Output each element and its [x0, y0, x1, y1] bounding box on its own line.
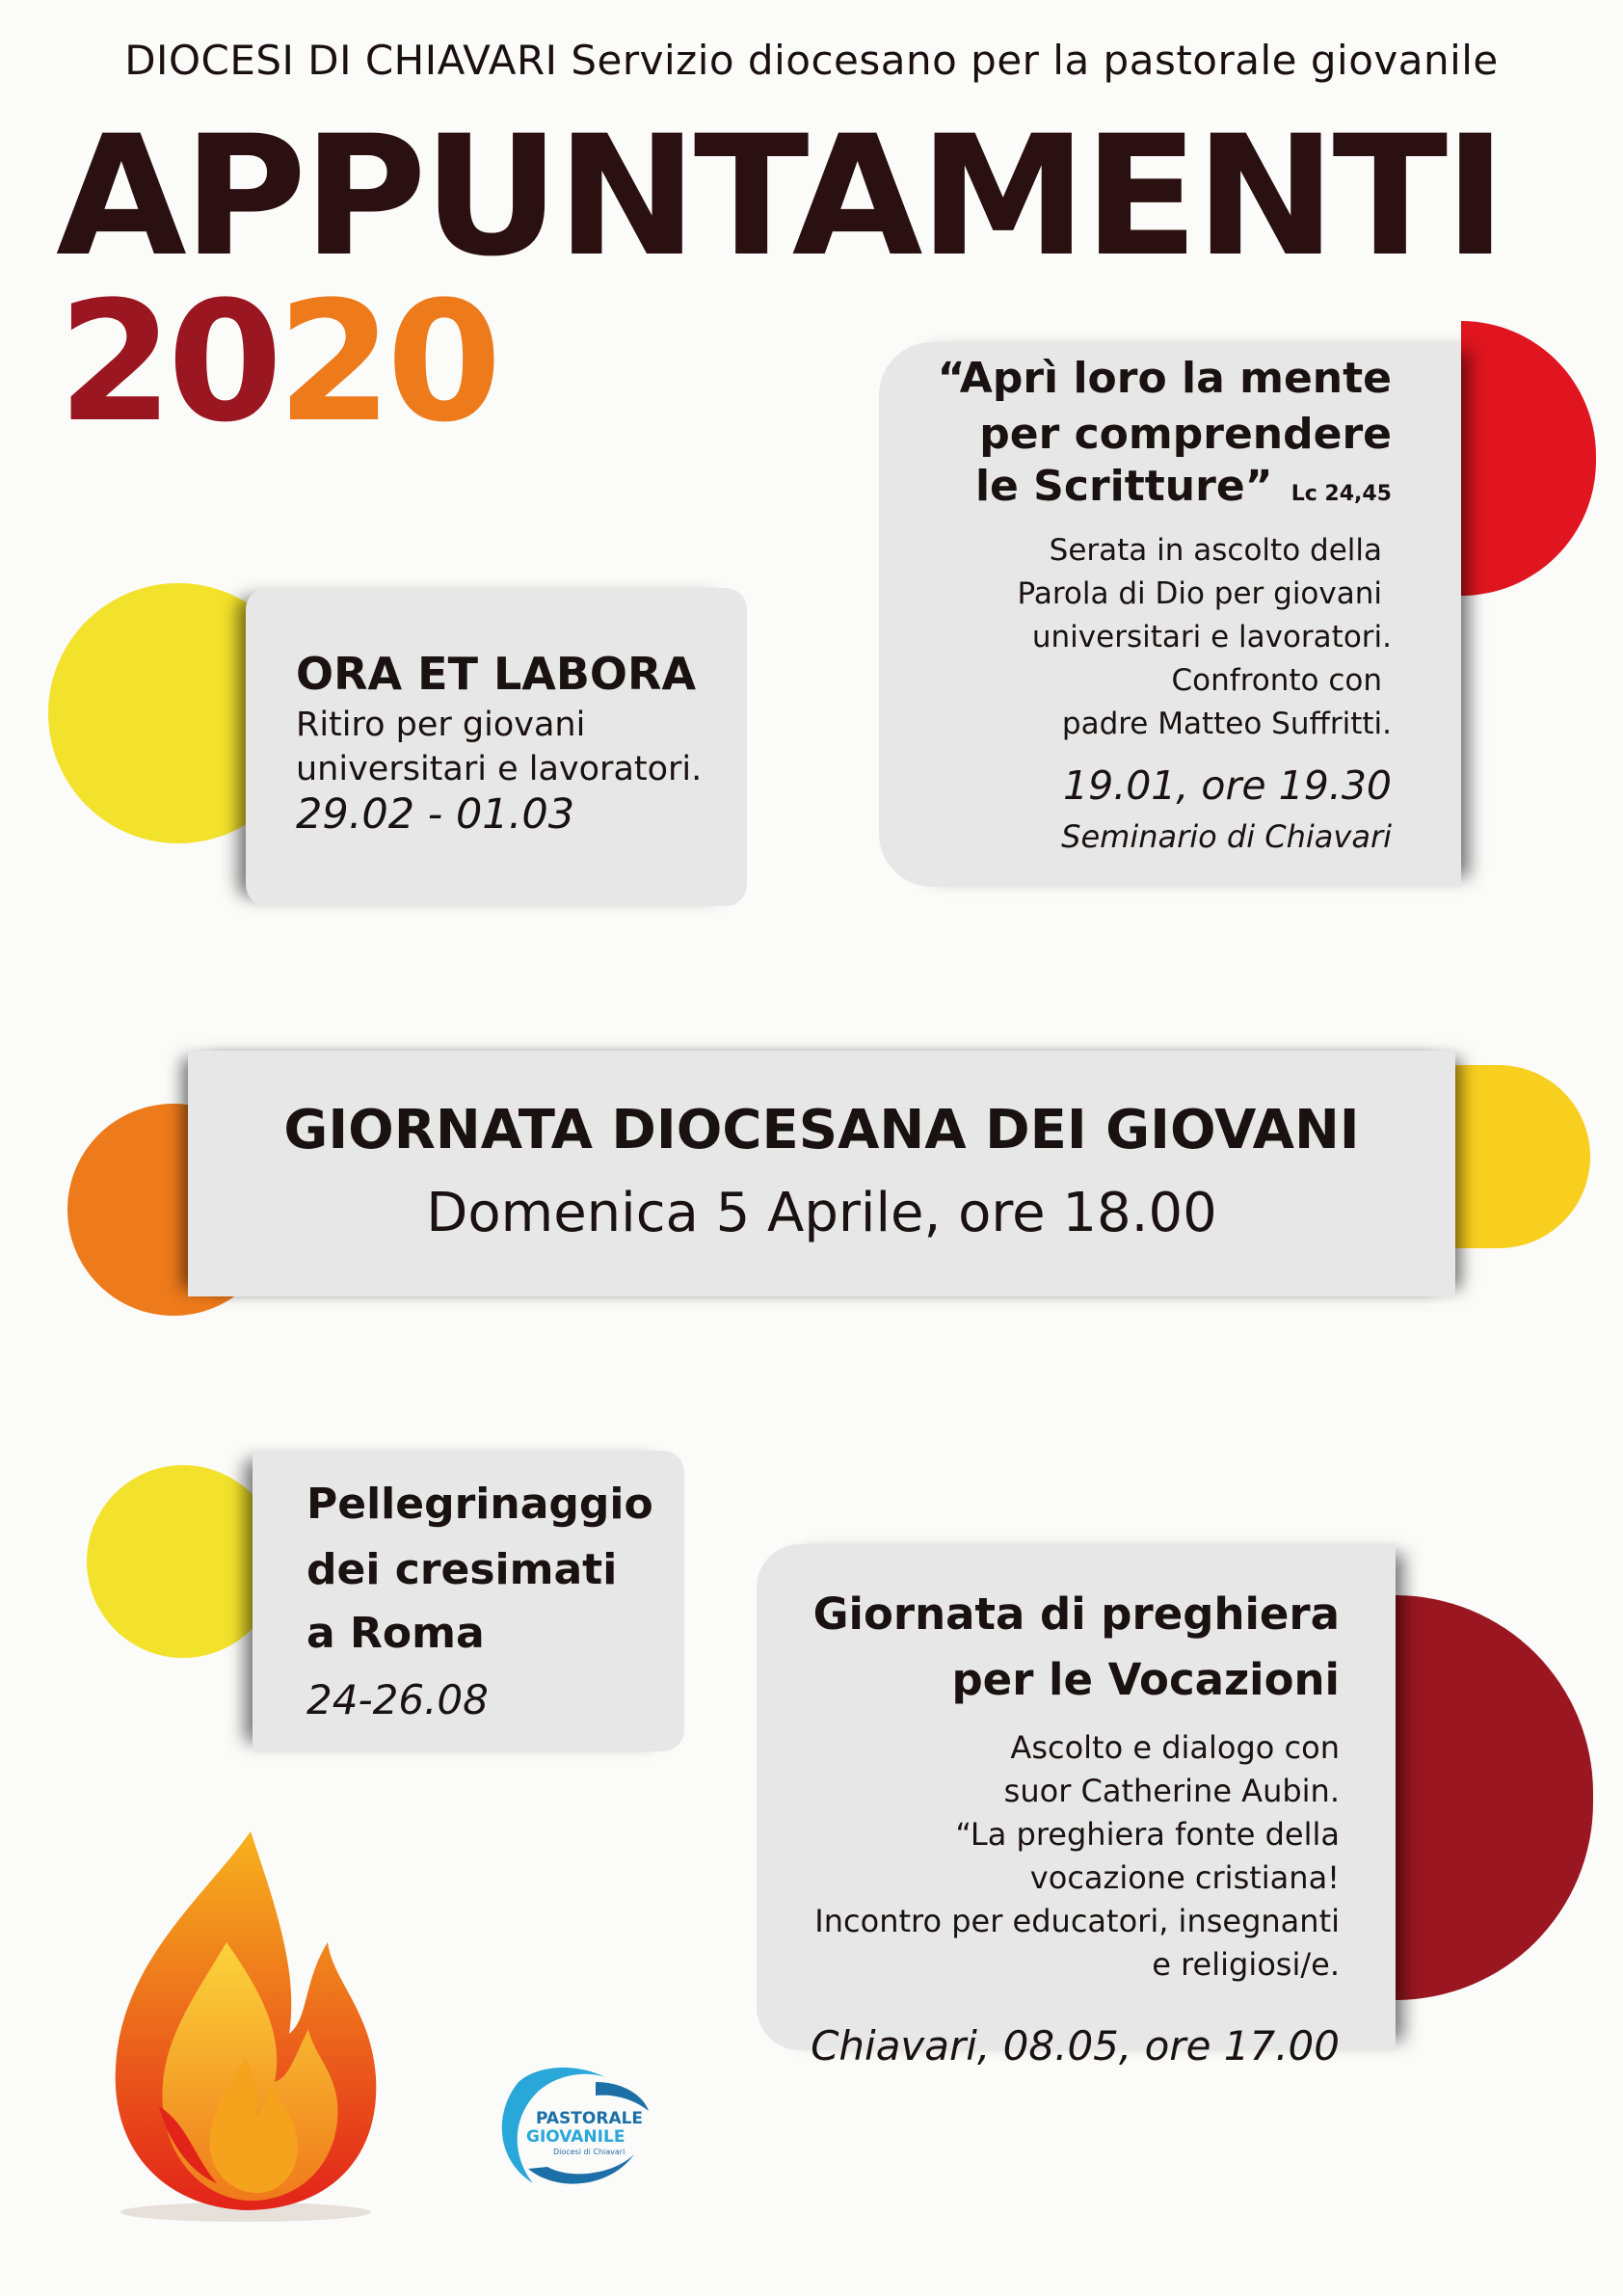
ora-et-labora-title: ORA ET LABORA — [296, 648, 697, 700]
flame-icon — [101, 1827, 390, 2231]
logo-line-3: Diocesi di Chiavari — [553, 2148, 625, 2156]
vocazioni-title-2: per le Vocazioni — [951, 1654, 1340, 1705]
vocazioni-desc-3: “La preghiera fonte della — [955, 1816, 1340, 1853]
scritture-quote-3-line — [975, 462, 1392, 511]
ora-et-labora-desc-2: universitari e lavoratori. — [296, 750, 703, 788]
scritture-reference: Lc 24,45 — [1290, 482, 1392, 506]
poster-title: APPUNTAMENTI — [56, 99, 1503, 293]
scritture-desc-4: Confronto con — [1171, 663, 1382, 698]
scritture-quote-3: le Scritture” — [974, 462, 1273, 511]
scritture-desc-5: padre Matteo Suffritti. — [1061, 707, 1392, 741]
vocazioni-title-1: Giornata di preghiera — [812, 1589, 1340, 1640]
giornata-giovani-date: Domenica 5 Aprile, ore 18.00 — [426, 1182, 1217, 1244]
diocese-header: DIOCESI DI CHIAVARI Servizio diocesano per la pastorale giovanile — [124, 37, 1499, 84]
scritture-desc-1: Serata in ascolto della — [1049, 533, 1382, 568]
ora-et-labora-desc-1: Ritiro per giovani — [296, 706, 586, 744]
pellegrinaggio-line-1: Pellegrinaggio — [306, 1480, 653, 1529]
poster-year — [58, 265, 496, 459]
card-scritture — [879, 342, 1461, 887]
yellow-circle-bottom-left — [87, 1465, 279, 1658]
scritture-desc-3: universitari e lavoratori. — [1031, 620, 1392, 654]
logo-line-2: GIOVANILE — [526, 2127, 625, 2147]
vocazioni-desc-2: suor Catherine Aubin. — [1003, 1773, 1340, 1809]
card-vocazioni — [757, 1544, 1396, 2069]
pellegrinaggio-line-3: a Roma — [306, 1609, 485, 1658]
vocazioni-date: Chiavari, 08.05, ore 17.00 — [811, 2022, 1340, 2069]
vocazioni-desc-5: Incontro per educatori, insegnanti — [814, 1903, 1340, 1939]
gold-half-circle-middle-right — [1455, 1065, 1590, 1248]
scritture-date: 19.01, ore 19.30 — [1062, 762, 1392, 809]
pellegrinaggio-date: 24-26.08 — [306, 1676, 489, 1723]
banner-giornata-giovani — [188, 1051, 1455, 1296]
scritture-quote-1: “Aprì loro la mente — [937, 354, 1392, 403]
pastorale-giovanile-logo — [480, 2053, 663, 2198]
scritture-desc-2: Parola di Dio per giovani — [1017, 576, 1382, 611]
logo-line-1: PASTORALE — [536, 2109, 644, 2128]
vocazioni-desc-6: e religiosi/e. — [1152, 1946, 1340, 1983]
card-pellegrinaggio — [253, 1451, 684, 1751]
scritture-quote-2: per comprendere — [979, 410, 1392, 459]
card-ora-et-labora — [246, 588, 747, 906]
red-half-circle-top-right — [1461, 321, 1596, 596]
year-part-a: 20 — [58, 265, 278, 459]
crimson-half-circle-bottom-right — [1396, 1595, 1593, 2000]
vocazioni-desc-4: vocazione cristiana! — [1029, 1859, 1340, 1896]
year-part-b: 20 — [277, 265, 496, 459]
vocazioni-desc-1: Ascolto e dialogo con — [1010, 1729, 1340, 1766]
scritture-place: Seminario di Chiavari — [1061, 818, 1392, 855]
pellegrinaggio-line-2: dei cresimati — [306, 1545, 618, 1594]
giornata-giovani-title: GIORNATA DIOCESANA DEI GIOVANI — [283, 1099, 1360, 1161]
ora-et-labora-date: 29.02 - 01.03 — [296, 790, 575, 839]
